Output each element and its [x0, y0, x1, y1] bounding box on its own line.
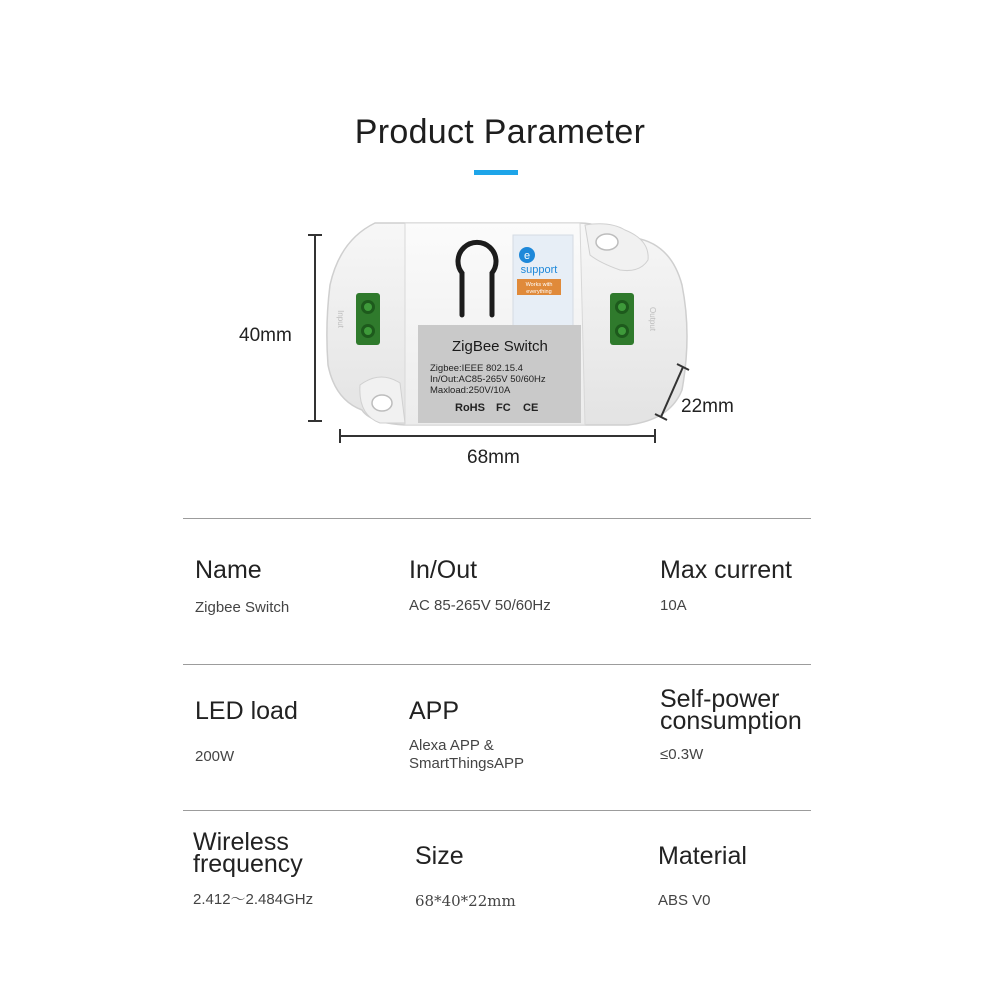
spec-max-current	[660, 556, 792, 615]
divider-1	[183, 518, 811, 519]
device-illustration	[230, 215, 790, 475]
spec-material	[658, 842, 747, 910]
spec-label-line-2: consumption	[660, 707, 802, 735]
spec-name	[195, 556, 290, 617]
svg-text:CE: CE	[523, 402, 539, 414]
divider-2	[183, 664, 811, 665]
spec-value: 10A	[660, 597, 687, 614]
terminal-right-label: Output	[648, 306, 657, 332]
svg-text:Zigbee:IEEE 802.15.4: Zigbee:IEEE 802.15.4	[430, 363, 523, 374]
spec-value: 68*40*22mm	[415, 892, 516, 910]
spec-size	[415, 842, 516, 910]
page-title: Product Parameter	[354, 113, 646, 151]
spec-app	[409, 697, 525, 773]
svg-text:support: support	[520, 264, 558, 276]
width-dimension-line	[340, 429, 655, 443]
spec-value-line-1: Alexa APP &	[409, 737, 494, 754]
mount-hole-right	[596, 234, 618, 250]
spec-self-power	[660, 685, 802, 764]
height-dimension-label: 40mm	[239, 325, 292, 346]
spec-value-line-2: SmartThingsAPP	[409, 755, 525, 772]
svg-text:Maxload:250V/10A: Maxload:250V/10A	[430, 385, 511, 396]
svg-text:everything: everything	[526, 289, 552, 295]
spec-led-load	[195, 697, 298, 766]
spec-value: ≤0.3W	[660, 746, 704, 763]
mount-hole-left	[372, 395, 392, 411]
svg-text:Works with: Works with	[525, 282, 553, 288]
divider-3	[183, 810, 811, 811]
title-accent-bar	[474, 170, 518, 175]
spec-label: LED load	[195, 697, 298, 725]
depth-dimension-label: 22mm	[681, 396, 734, 417]
spec-in-out	[409, 556, 551, 615]
svg-text:RoHS: RoHS	[455, 402, 485, 414]
svg-text:ZigBee Switch: ZigBee Switch	[452, 338, 548, 355]
spec-label-line-1: Wireless	[193, 828, 289, 856]
terminal-left-label: Input	[336, 310, 345, 328]
spec-value: AC 85-265V 50/60Hz	[409, 597, 551, 614]
spec-label-line-2: frequency	[193, 850, 303, 878]
svg-text:In/Out:AC85-265V 50/60Hz: In/Out:AC85-265V 50/60Hz	[430, 374, 546, 385]
svg-text:e: e	[523, 250, 531, 262]
spec-value: ABS V0	[658, 892, 711, 909]
width-dimension-label: 68mm	[467, 447, 520, 468]
spec-label-line-1: Self-power	[660, 685, 780, 713]
spec-label: In/Out	[409, 556, 478, 584]
spec-label: APP	[409, 697, 460, 725]
spec-value: Zigbee Switch	[195, 599, 290, 616]
spec-wireless-frequency	[193, 828, 314, 909]
spec-label: Size	[415, 842, 464, 870]
height-dimension-line	[308, 235, 322, 421]
spec-label: Name	[195, 556, 262, 584]
spec-value: 200W	[195, 748, 235, 765]
spec-label: Material	[658, 842, 747, 870]
spec-label: Max current	[660, 556, 792, 584]
spec-value: 2.412～2.484GHz	[193, 891, 314, 908]
svg-text:FC: FC	[496, 402, 511, 414]
